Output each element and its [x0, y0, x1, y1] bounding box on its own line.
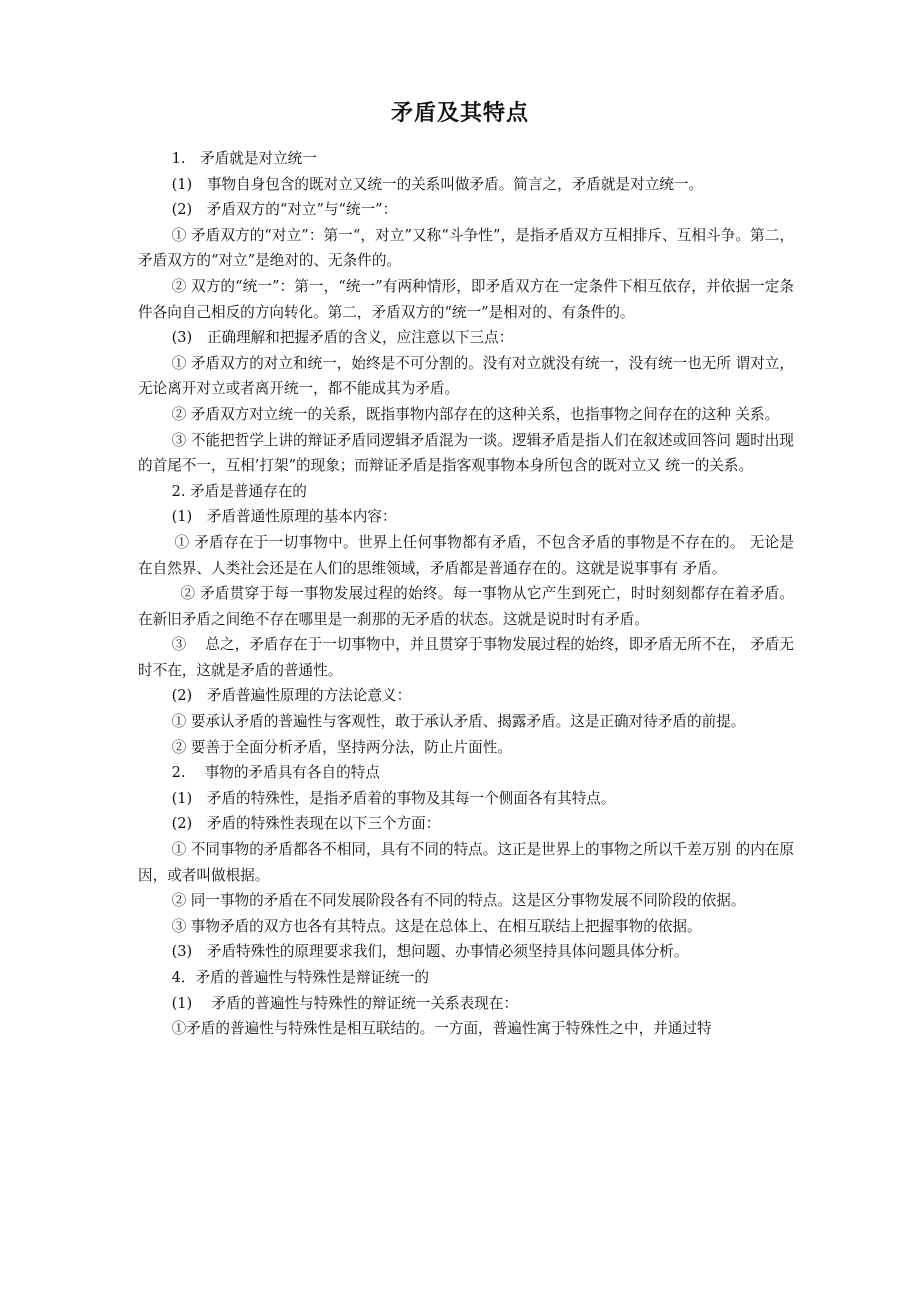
paragraph-1: 1. 矛盾就是对立统一 [171, 150, 317, 167]
paragraph-13: ② 矛盾贯穿于每一事物发展过程的始终。每一事物从它产生到死亡，时时刻刻都存在着矛盾。在新旧矛盾之间绝不存在哪里是一刹那的无矛盾的状态。这就是说时时有矛盾。 [138, 585, 794, 628]
paragraph-15: (2) 矛盾普遍性原理的方法论意义： [171, 687, 412, 705]
paragraph-22: ② 同一事物的矛盾在不同发展阶段各有不同的特点。这是区分事物发展不同阶段的依据。 [171, 892, 746, 910]
document-body [138, 146, 794, 1042]
paragraph-11: (1) 矛盾普通性原理的基本内容： [171, 508, 397, 526]
paragraph-14: ③ 总之，矛盾存在于一切事物中，并且贯穿于事物发展过程的始终，即矛盾无所不在， 矛盾无时不在，这就是矛盾的普通性。 [138, 636, 794, 679]
paragraph-3: (2) 矛盾双方的“对立”与“统一”： [171, 201, 398, 219]
paragraph-17: ② 要善于全面分析矛盾，坚持两分法，防止片面性。 [171, 738, 512, 756]
paragraph-4: ① 矛盾双方的“对立”：第一“，对立”又称“斗争性”，是指矛盾双方互相排斥、互相斗争。第二，矛盾双方的“对立”是绝对的、无条件的。 [138, 226, 794, 270]
paragraph-16: ① 要承认矛盾的普遍性与客观性，敢于承认矛盾、揭露矛盾。这是正确对待矛盾的前提。 [171, 713, 746, 731]
paragraph-18: 2. 事物的矛盾具有各自的特点 [171, 764, 380, 782]
paragraph-2: (1) 事物自身包含的既对立又统一的关系叫做矛盾。简言之，矛盾就是对立统一。 [171, 175, 704, 193]
paragraph-9: ③ 不能把哲学上讲的辩证矛盾同逻辑矛盾混为一谈。逻辑矛盾是指人们在叙述或回答问 题时出现的首尾不一，互相’打架”的现象；而辩证矛盾是指客观事物本身所包含的既对立又 统一的关系。 [138, 431, 794, 475]
paragraph-7: ① 矛盾双方的对立和统一，始终是不可分割的。没有对立就没有统一，没有统一也无所 谓对立，无论离开对立或者离开统一，都不能成其为矛盾。 [138, 354, 794, 398]
paragraph-5: ② 双方的“统一”：第一，“统一”有两种情形，即矛盾双方在一定条件下相互依存，并依据一定条件各向自己相反的方向转化。第二，矛盾双方的“统一”是相对的、有条件的。 [138, 277, 794, 321]
paragraph-6: (3) 正确理解和把握矛盾的含义，应注意以下三点： [171, 329, 514, 347]
paragraph-23: ③ 事物矛盾的双方也各有其特点。这是在总体上、在相互联结上把握事物的依据。 [171, 917, 702, 935]
paragraph-19: (1) 矛盾的特殊性，是指矛盾着的事物及其每一个侧面各有其特点。 [171, 789, 616, 807]
paragraph-12: ① 矛盾存在于一切事物中。世界上任何事物都有矛盾，不包含矛盾的事物是不存在的。 无论是在自然界、人类社会还是在人们的思维领域，矛盾都是普通存在的。这就是说事事有 矛盾。 [138, 533, 794, 577]
paragraph-20: (2) 矛盾的特殊性表现在以下三个方面： [171, 815, 441, 833]
paragraph-21: ① 不同事物的矛盾都各不相同，具有不同的特点。这正是世界上的事物之所以千差万别 的内在原因，或者叫做根据。 [138, 841, 794, 884]
document-title: 矛盾及其特点 [390, 101, 529, 126]
paragraph-24: (3) 矛盾特殊性的原理要求我们，想问题、办事情必须坚持具体问题具体分析。 [171, 943, 689, 961]
paragraph-10: 2. 矛盾是普通存在的 [171, 482, 307, 500]
paragraph-26: (1) 矛盾的普遍性与特殊性的辩证统一关系表现在： [171, 994, 518, 1012]
paragraph-25: 4．矛盾的普遍性与特殊性是辩证统一的 [171, 969, 429, 986]
paragraph-27: ①矛盾的普遍性与特殊性是相互联结的。一方面，普遍性寓于特殊性之中，并通过特 [171, 1020, 712, 1038]
paragraph-8: ② 矛盾双方对立统一的关系，既指事物内部存在的这种关系，也指事物之间存在的这种 关系。 [171, 405, 780, 423]
